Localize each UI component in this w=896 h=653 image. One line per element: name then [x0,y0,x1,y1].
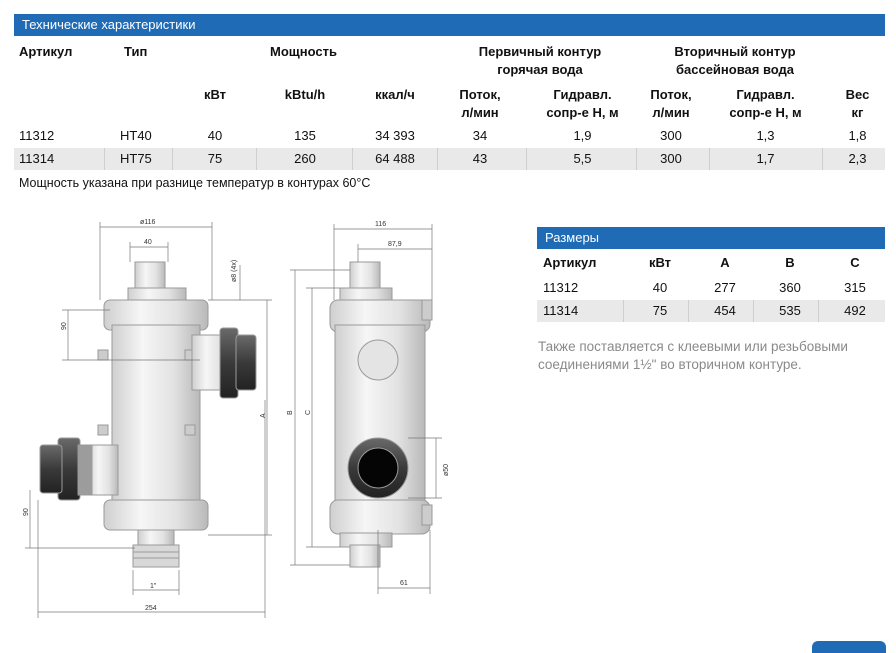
specs-title-bar [14,14,885,36]
also-line1: Также поставляется с клеевыми или резьбовыми [538,339,848,354]
dim-cell-b: 360 [779,280,801,295]
header-res2-l1: Гидравл. [736,87,795,102]
dim-label-d1: 1" [150,583,157,590]
dim-cell-a: 454 [714,303,736,318]
table-row [537,277,885,299]
dim-cell-a: 277 [714,280,736,295]
cell-flow2: 300 [660,151,682,166]
header-primary-line2: горячая вода [497,62,583,77]
dim-label-a: A [260,413,267,418]
table-row [14,148,885,170]
header-flow1-l2: л/мин [461,105,499,120]
header-secondary-line1: Вторичный контур [674,44,796,59]
dim-header-c: C [850,255,860,270]
cell-res1: 1,9 [573,128,592,143]
dimensions-title: Размеры [545,230,600,245]
dim-label-w116: 116 [375,221,387,228]
dim-label-w879: 87,9 [388,241,402,248]
header-kcal: ккал/ч [375,87,415,102]
dim-label-w61: 61 [400,580,408,587]
header-kbtu: kBtu/h [284,87,326,102]
side-view [330,262,432,567]
dim-header-kw: кВт [648,255,672,270]
header-res2-l2: сопр-е Н, м [729,105,802,120]
also-available-note [538,338,888,374]
technical-drawing [0,200,520,640]
header-article: Артикул [19,44,73,59]
power-note: Мощность указана при разнице температур в контурах 60°C [19,176,371,190]
cell-res1: 5,5 [573,151,592,166]
cell-kcal: 34 393 [375,128,415,143]
header-power: Мощность [270,44,337,59]
dim-cell-c: 492 [844,303,866,318]
cell-flow1: 43 [472,151,488,166]
dim-label-b: B [287,410,294,415]
header-res1-l2: сопр-е Н, м [546,105,619,120]
header-primary-line1: Первичный контур [478,44,602,59]
cell-article: 11314 [19,151,55,166]
cell-kbtu: 135 [294,128,316,143]
cell-flow1: 34 [472,128,488,143]
header-flow2-l1: Поток, [650,87,692,102]
dim-header-b: B [785,255,795,270]
header-flow1-l1: Поток, [459,87,501,102]
table-row [537,300,885,322]
header-flow2-l2: л/мин [652,105,690,120]
dim-cell-article: 11314 [543,303,579,318]
dim-label-d50: ø50 [443,463,450,476]
cell-article: 11312 [19,128,55,143]
dim-label-d90a: 90 [61,322,68,330]
cell-kw: 75 [207,151,223,166]
cell-flow2: 300 [660,128,682,143]
header-weight-l1: Вес [845,87,870,102]
table-row [14,125,885,147]
dim-label-d40: 40 [144,239,152,246]
specs-title: Технические характеристики [22,17,196,32]
dim-label-d254: 254 [145,605,157,612]
cell-kcal: 64 488 [375,151,415,166]
dim-cell-c: 315 [844,280,866,295]
cell-kw: 40 [207,128,223,143]
cell-type: HT40 [120,128,152,143]
dim-label-c: C [305,409,312,415]
cell-weight: 1,8 [848,128,867,143]
dim-cell-kw: 40 [652,280,668,295]
dim-cell-kw: 75 [652,303,668,318]
also-line2: соединениями 1½" во вторичном контуре. [538,357,802,372]
cell-kbtu: 260 [294,151,316,166]
dimensions-title-bar [537,227,885,249]
header-type: Тип [124,44,148,59]
cell-weight: 2,3 [848,151,867,166]
cell-res2: 1,3 [756,128,775,143]
header-res1-l1: Гидравл. [553,87,612,102]
dim-header-article: Артикул [543,255,597,270]
header-secondary-line2: бассейновая вода [675,62,795,77]
dim-cell-article: 11312 [543,280,579,295]
cell-type: HT75 [120,151,152,166]
dim-label-d90b: 90 [23,508,30,516]
cell-res2: 1,7 [756,151,775,166]
dim-label-d116: ø116 [140,219,156,226]
dim-cell-b: 535 [779,303,801,318]
front-view [40,259,256,567]
page-corner-tab [812,641,886,653]
dim-header-a: A [720,255,730,270]
header-weight-l2: кг [851,105,864,120]
dim-label-d8: ø8 (4x) [231,259,238,282]
header-kw: кВт [203,87,227,102]
